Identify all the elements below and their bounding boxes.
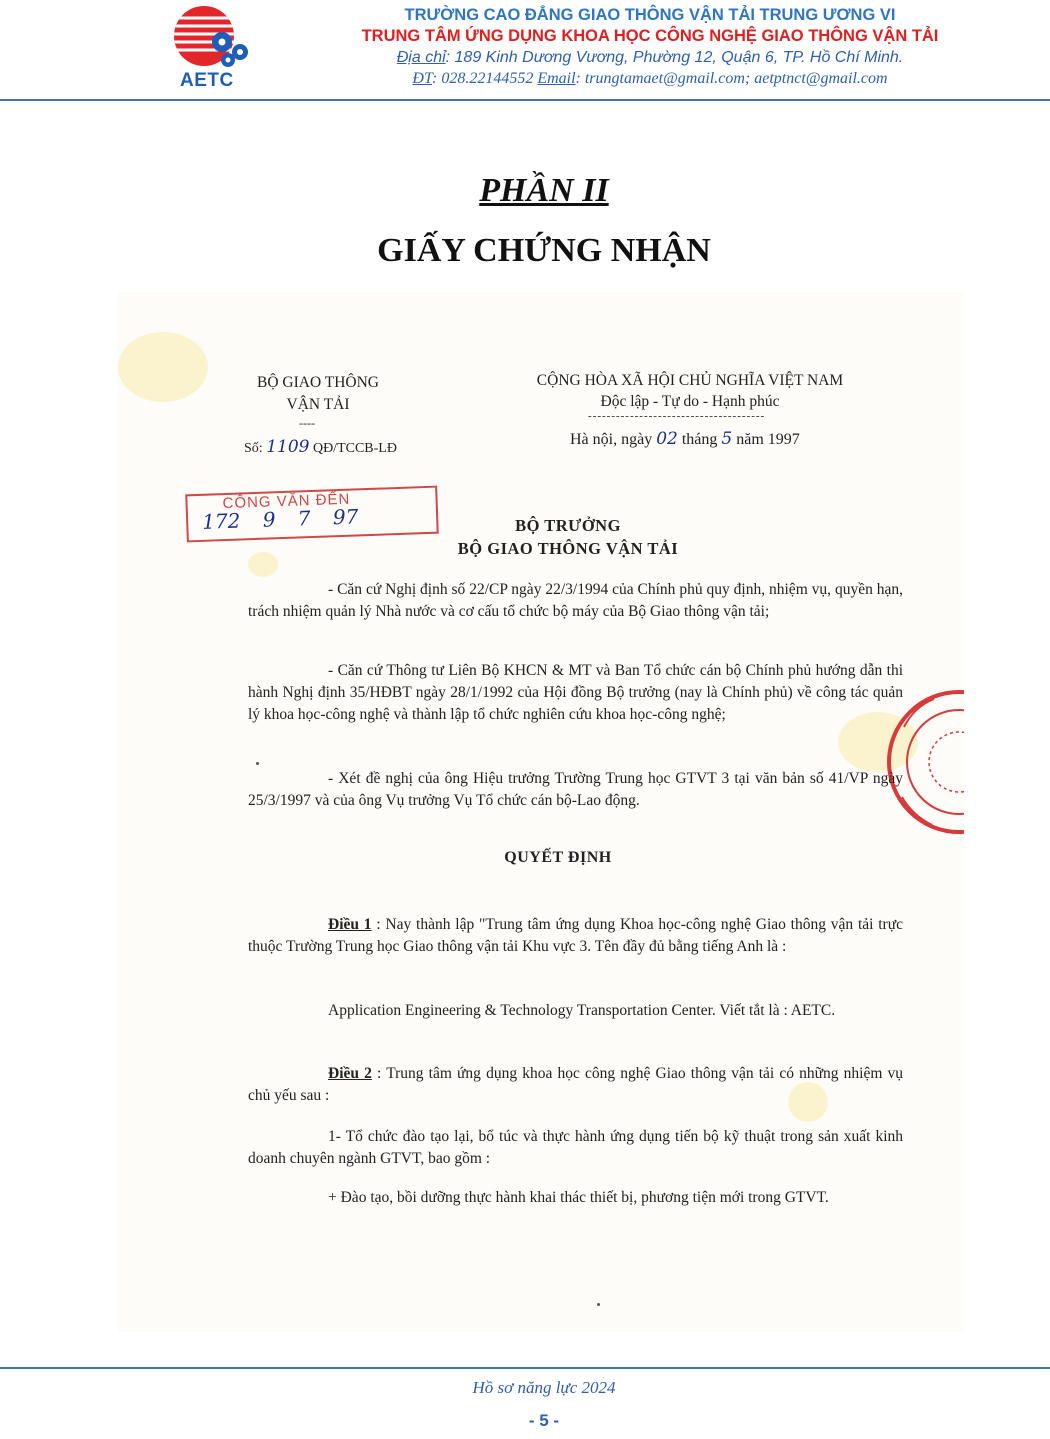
minister-title <box>418 514 718 560</box>
republic-separator: -------------------------------------- <box>588 410 766 422</box>
minister-line2: BỘ GIAO THÔNG VẬN TẢI <box>457 539 679 558</box>
article-2-label: Điều 2 <box>328 1065 372 1082</box>
paper-stain <box>248 552 278 577</box>
article-2 <box>248 1063 903 1107</box>
scan-speck <box>256 762 259 765</box>
number-handwritten: 1109 <box>266 437 310 457</box>
letterhead-text <box>270 5 1030 89</box>
task-1a: + Đào tạo, bồi dưỡng thực hành khai thác thiết bị, phương tiện mới trong GTVT. <box>328 1189 829 1206</box>
stamp-title: CÔNG VĂN ĐẾN <box>222 490 351 513</box>
ministry-line2: VẬN TẢI <box>286 396 350 413</box>
scan-speck <box>597 1303 600 1306</box>
page-number: - 5 - <box>528 1411 560 1430</box>
issue-date <box>570 429 800 449</box>
basis-paragraph-3: - Xét đề nghị của ông Hiệu trưởng Trường Trung học GTVT 3 tại văn bản số 41/VP ngày 25/3/1997 và của ông Vụ trưởng Vụ Tổ chức cán bộ-Lao động. <box>248 770 903 809</box>
stamp-number: 172 <box>201 508 241 534</box>
republic-block <box>520 370 860 412</box>
address-line <box>270 47 1030 68</box>
footer-title: Hồ sơ năng lực 2024 <box>472 1378 616 1397</box>
basis-paragraph-1: - Căn cứ Nghị định số 22/CP ngày 22/3/1994 của Chính phủ quy định, nhiệm vụ, quyền hạn, trách nhiệm quản lý Nhà nước và cơ cấu tổ chức bộ máy của Bộ Giao thông vận tải; <box>248 581 903 620</box>
phone-value: : 028.22144552 <box>431 70 538 87</box>
date-prefix: Hà nội, ngày <box>570 431 653 448</box>
basis-paragraph-2: - Căn cứ Thông tư Liên Bộ KHCN & MT và Ban Tổ chức cán bộ Chính phủ hướng dẫn thi hành Nghị định 35/HĐBT ngày 28/1/1992 của Hội đồng Bộ trưởng (nay là Chính phủ) về công tác quản lý khoa học-công nghệ và thành lập tổ chức nghiên cứu khoa học-công nghệ; <box>248 662 903 723</box>
letterhead <box>0 0 1050 104</box>
decision-number <box>244 437 397 457</box>
footer-divider <box>0 1367 1050 1369</box>
center-name: TRUNG TÂM ỨNG DỤNG KHOA HỌC CÔNG NGHỆ GIAO THÔNG VẬN TẢI <box>361 27 939 45</box>
address-label: Địa chỉ <box>396 49 446 66</box>
date-suffix: năm 1997 <box>736 431 800 448</box>
header-divider <box>0 99 1050 101</box>
part-title: PHẦN II <box>479 172 609 209</box>
stamp-year: 97 <box>332 504 359 530</box>
number-prefix: Số: <box>244 441 263 456</box>
address-value: : 189 Kinh Dương Vương, Phường 12, Quận 6, TP. Hồ Chí Minh. <box>445 49 904 66</box>
number-suffix: QĐ/TCCB-LĐ <box>312 441 397 456</box>
republic-name: CỘNG HÒA XÃ HỘI CHỦ NGHĨA VIỆT NAM <box>536 372 844 389</box>
article-1-label: Điều 1 <box>328 916 372 933</box>
college-name: TRƯỜNG CAO ĐẲNG GIAO THÔNG VẬN TẢI TRUNG ƯƠNG VI <box>404 6 896 24</box>
motto: Độc lập - Tự do - Hạnh phúc <box>600 393 780 410</box>
stamp-month: 7 <box>297 506 311 531</box>
ministry-line1: BỘ GIAO THÔNG <box>257 374 379 391</box>
stamp-day: 9 <box>262 507 276 532</box>
article-1 <box>248 914 903 958</box>
scanned-decision-document <box>118 292 964 1332</box>
contact-line <box>270 68 1030 89</box>
date-month: 5 <box>721 429 733 449</box>
article-2-text: : Trung tâm ứng dụng khoa học công nghệ Giao thông vận tải có những nhiệm vụ chủ yếu sau : <box>248 1065 904 1104</box>
phone-label: ĐT <box>412 70 432 87</box>
english-name: Application Engineering & Technology Transportation Center. Viết tắt là : AETC. <box>328 1002 836 1019</box>
article-1-text: : Nay thành lập "Trung tâm ứng dụng Khoa học-công nghệ Giao thông vận tải trực thuộc Trường Trung học Giao thông vận tải Khu vực 3. Tên đầy đủ bằng tiếng Anh là : <box>248 916 903 955</box>
paper-stain <box>118 332 208 402</box>
date-day: 02 <box>656 429 678 449</box>
email-value[interactable]: : trungtamaet@gmail.com; aetptnct@gmail.com <box>575 70 888 87</box>
date-mid: tháng <box>681 431 718 448</box>
email-label[interactable]: Email <box>537 70 576 87</box>
ministry-separator: ---- <box>299 416 315 430</box>
task-1: 1- Tổ chức đào tạo lại, bổ túc và thực hành ứng dụng tiến bộ kỹ thuật trong sản xuất kinh doanh chuyên ngành GTVT, bao gồm : <box>248 1128 903 1167</box>
certificate-title: GIẤY CHỨNG NHẬN <box>377 232 711 269</box>
minister-line1: BỘ TRƯỞNG <box>515 516 621 535</box>
decision-heading: QUYẾT ĐỊNH <box>504 849 612 866</box>
ministry-block <box>238 372 398 416</box>
logo-text: AETC <box>180 70 234 91</box>
received-stamp <box>185 486 439 543</box>
